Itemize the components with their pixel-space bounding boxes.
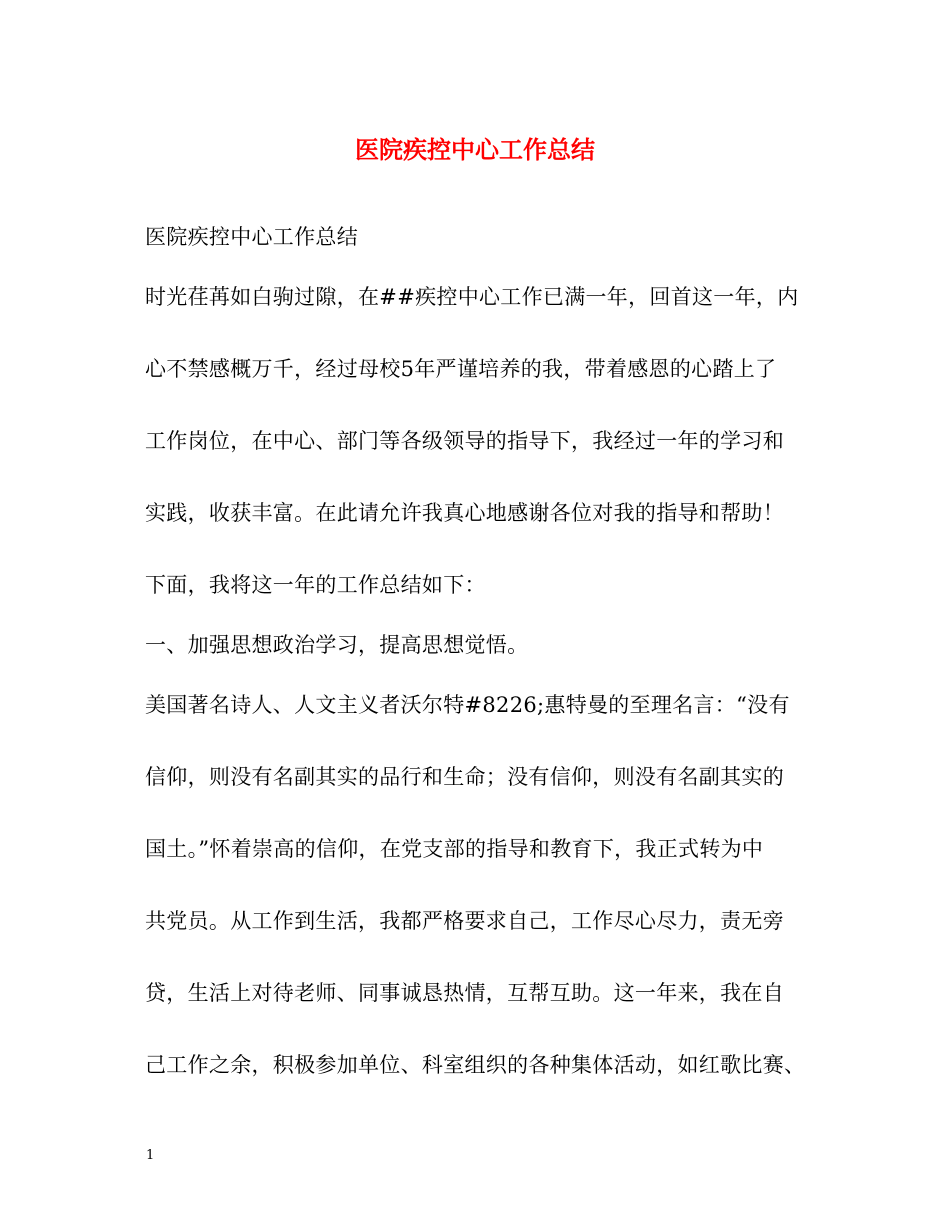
text-line: 时光荏苒如白驹过隙，在##疾控中心工作已满一年，回首这一年，内: [145, 285, 799, 309]
text-line: 医院疾控中心工作总结: [145, 225, 358, 249]
text-line: 实践，收获丰富。在此请允许我真心地感谢各位对我的指导和帮助！: [145, 501, 784, 525]
document-title: 医院疾控中心工作总结: [355, 135, 595, 164]
page-number: 1: [146, 1148, 155, 1163]
text-line: 工作岗位，在中心、部门等各级领导的指导下，我经过一年的学习和: [145, 429, 784, 453]
text-line: 信仰，则没有名副其实的品行和生命；没有信仰，则没有名副其实的: [145, 765, 784, 789]
text-line: 下面，我将这一年的工作总结如下：: [145, 573, 486, 597]
text-line: 国土。”怀着崇高的信仰，在党支部的指导和教育下，我正式转为中: [145, 837, 764, 861]
text-line: 贷，生活上对待老师、同事诚恳热情，互帮互助。这一年来，我在自: [145, 981, 784, 1005]
text-line: 美国著名诗人、人文主义者沃尔特#8226;惠特曼的至理名言：“没有: [145, 693, 790, 717]
text-line: 己工作之余，积极参加单位、科室组织的各种集体活动，如红歌比赛、: [145, 1053, 806, 1077]
text-line: 共党员。从工作到生活，我都严格要求自己，工作尽心尽力，责无旁: [145, 909, 784, 933]
text-line: 一、加强思想政治学习，提高思想觉悟。: [145, 633, 529, 657]
text-line: 心不禁感概万千，经过母校5年严谨培养的我，带着感恩的心踏上了: [145, 357, 777, 381]
